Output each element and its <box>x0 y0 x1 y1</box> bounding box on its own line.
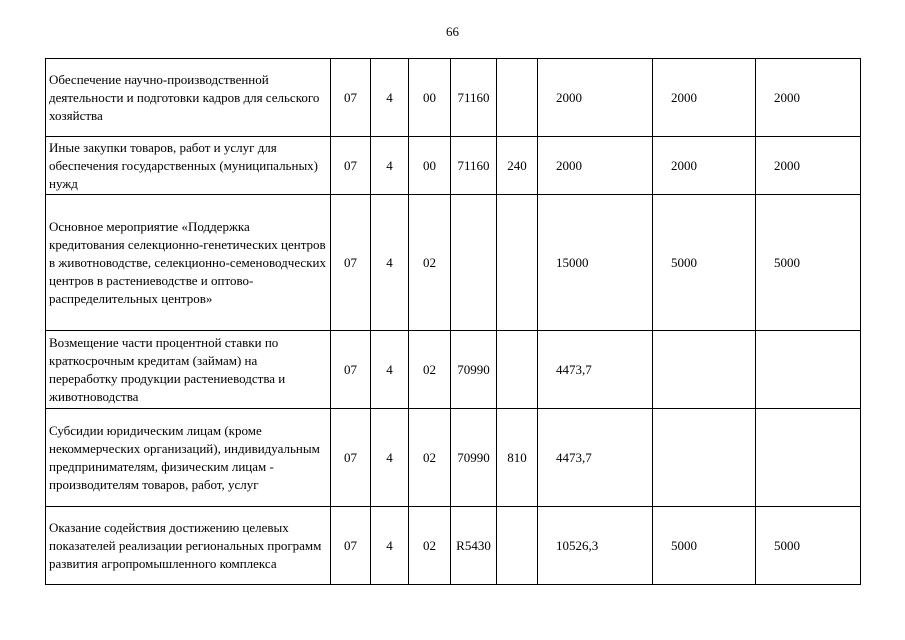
section-code: 07 <box>331 507 371 585</box>
amount-year-1: 4473,7 <box>538 331 653 409</box>
program-code: 02 <box>409 409 451 507</box>
row-description: Субсидии юридическим лицам (кроме некоммерческих организаций), индивидуальным предпринимателям, физическим лицам - производителям товаров, работ, услуг <box>46 409 331 507</box>
row-description: Оказание содействия достижению целевых показателей реализации региональных программ развития агропромышленного комплекса <box>46 507 331 585</box>
amount-year-3: 2000 <box>756 137 861 195</box>
row-description: Возмещение части процентной ставки по краткосрочным кредитам (займам) на переработку продукции растениеводства и животноводства <box>46 331 331 409</box>
section-code: 07 <box>331 137 371 195</box>
target-article-code: 70990 <box>451 331 497 409</box>
subsection-code: 4 <box>371 195 409 331</box>
row-description: Основное мероприятие «Поддержка кредитования селекционно-генетических центров в животноводстве, селекционно-семеноводческих центров в растениеводстве и оптово-распределительных центров» <box>46 195 331 331</box>
program-code: 02 <box>409 195 451 331</box>
table-row <box>46 507 861 585</box>
target-article-code: R5430 <box>451 507 497 585</box>
target-article-code: 71160 <box>451 137 497 195</box>
target-article-code: 71160 <box>451 59 497 137</box>
table-row <box>46 409 861 507</box>
amount-year-1: 2000 <box>538 137 653 195</box>
subsection-code: 4 <box>371 137 409 195</box>
amount-year-1: 15000 <box>538 195 653 331</box>
subsection-code: 4 <box>371 59 409 137</box>
budget-table <box>45 58 861 585</box>
expense-type-code: 810 <box>497 409 538 507</box>
amount-year-2: 5000 <box>653 195 756 331</box>
table-row <box>46 59 861 137</box>
program-code: 00 <box>409 59 451 137</box>
subsection-code: 4 <box>371 507 409 585</box>
table-row <box>46 137 861 195</box>
section-code: 07 <box>331 331 371 409</box>
program-code: 02 <box>409 331 451 409</box>
expense-type-code <box>497 507 538 585</box>
amount-year-1: 2000 <box>538 59 653 137</box>
expense-type-code <box>497 59 538 137</box>
target-article-code <box>451 195 497 331</box>
amount-year-3: 5000 <box>756 195 861 331</box>
amount-year-2: 5000 <box>653 507 756 585</box>
section-code: 07 <box>331 59 371 137</box>
row-description: Обеспечение научно-производственной деятельности и подготовки кадров для сельского хозяйства <box>46 59 331 137</box>
program-code: 00 <box>409 137 451 195</box>
amount-year-1: 10526,3 <box>538 507 653 585</box>
amount-year-2 <box>653 331 756 409</box>
subsection-code: 4 <box>371 409 409 507</box>
table-row <box>46 331 861 409</box>
subsection-code: 4 <box>371 331 409 409</box>
amount-year-2 <box>653 409 756 507</box>
program-code: 02 <box>409 507 451 585</box>
amount-year-3 <box>756 409 861 507</box>
amount-year-1: 4473,7 <box>538 409 653 507</box>
table-row <box>46 195 861 331</box>
target-article-code: 70990 <box>451 409 497 507</box>
amount-year-3: 2000 <box>756 59 861 137</box>
row-description: Иные закупки товаров, работ и услуг для обеспечения государственных (муниципальных) нужд <box>46 137 331 195</box>
amount-year-2: 2000 <box>653 59 756 137</box>
amount-year-3 <box>756 331 861 409</box>
page-number: 66 <box>446 24 459 39</box>
expense-type-code: 240 <box>497 137 538 195</box>
section-code: 07 <box>331 409 371 507</box>
amount-year-2: 2000 <box>653 137 756 195</box>
amount-year-3: 5000 <box>756 507 861 585</box>
expense-type-code <box>497 195 538 331</box>
expense-type-code <box>497 331 538 409</box>
section-code: 07 <box>331 195 371 331</box>
